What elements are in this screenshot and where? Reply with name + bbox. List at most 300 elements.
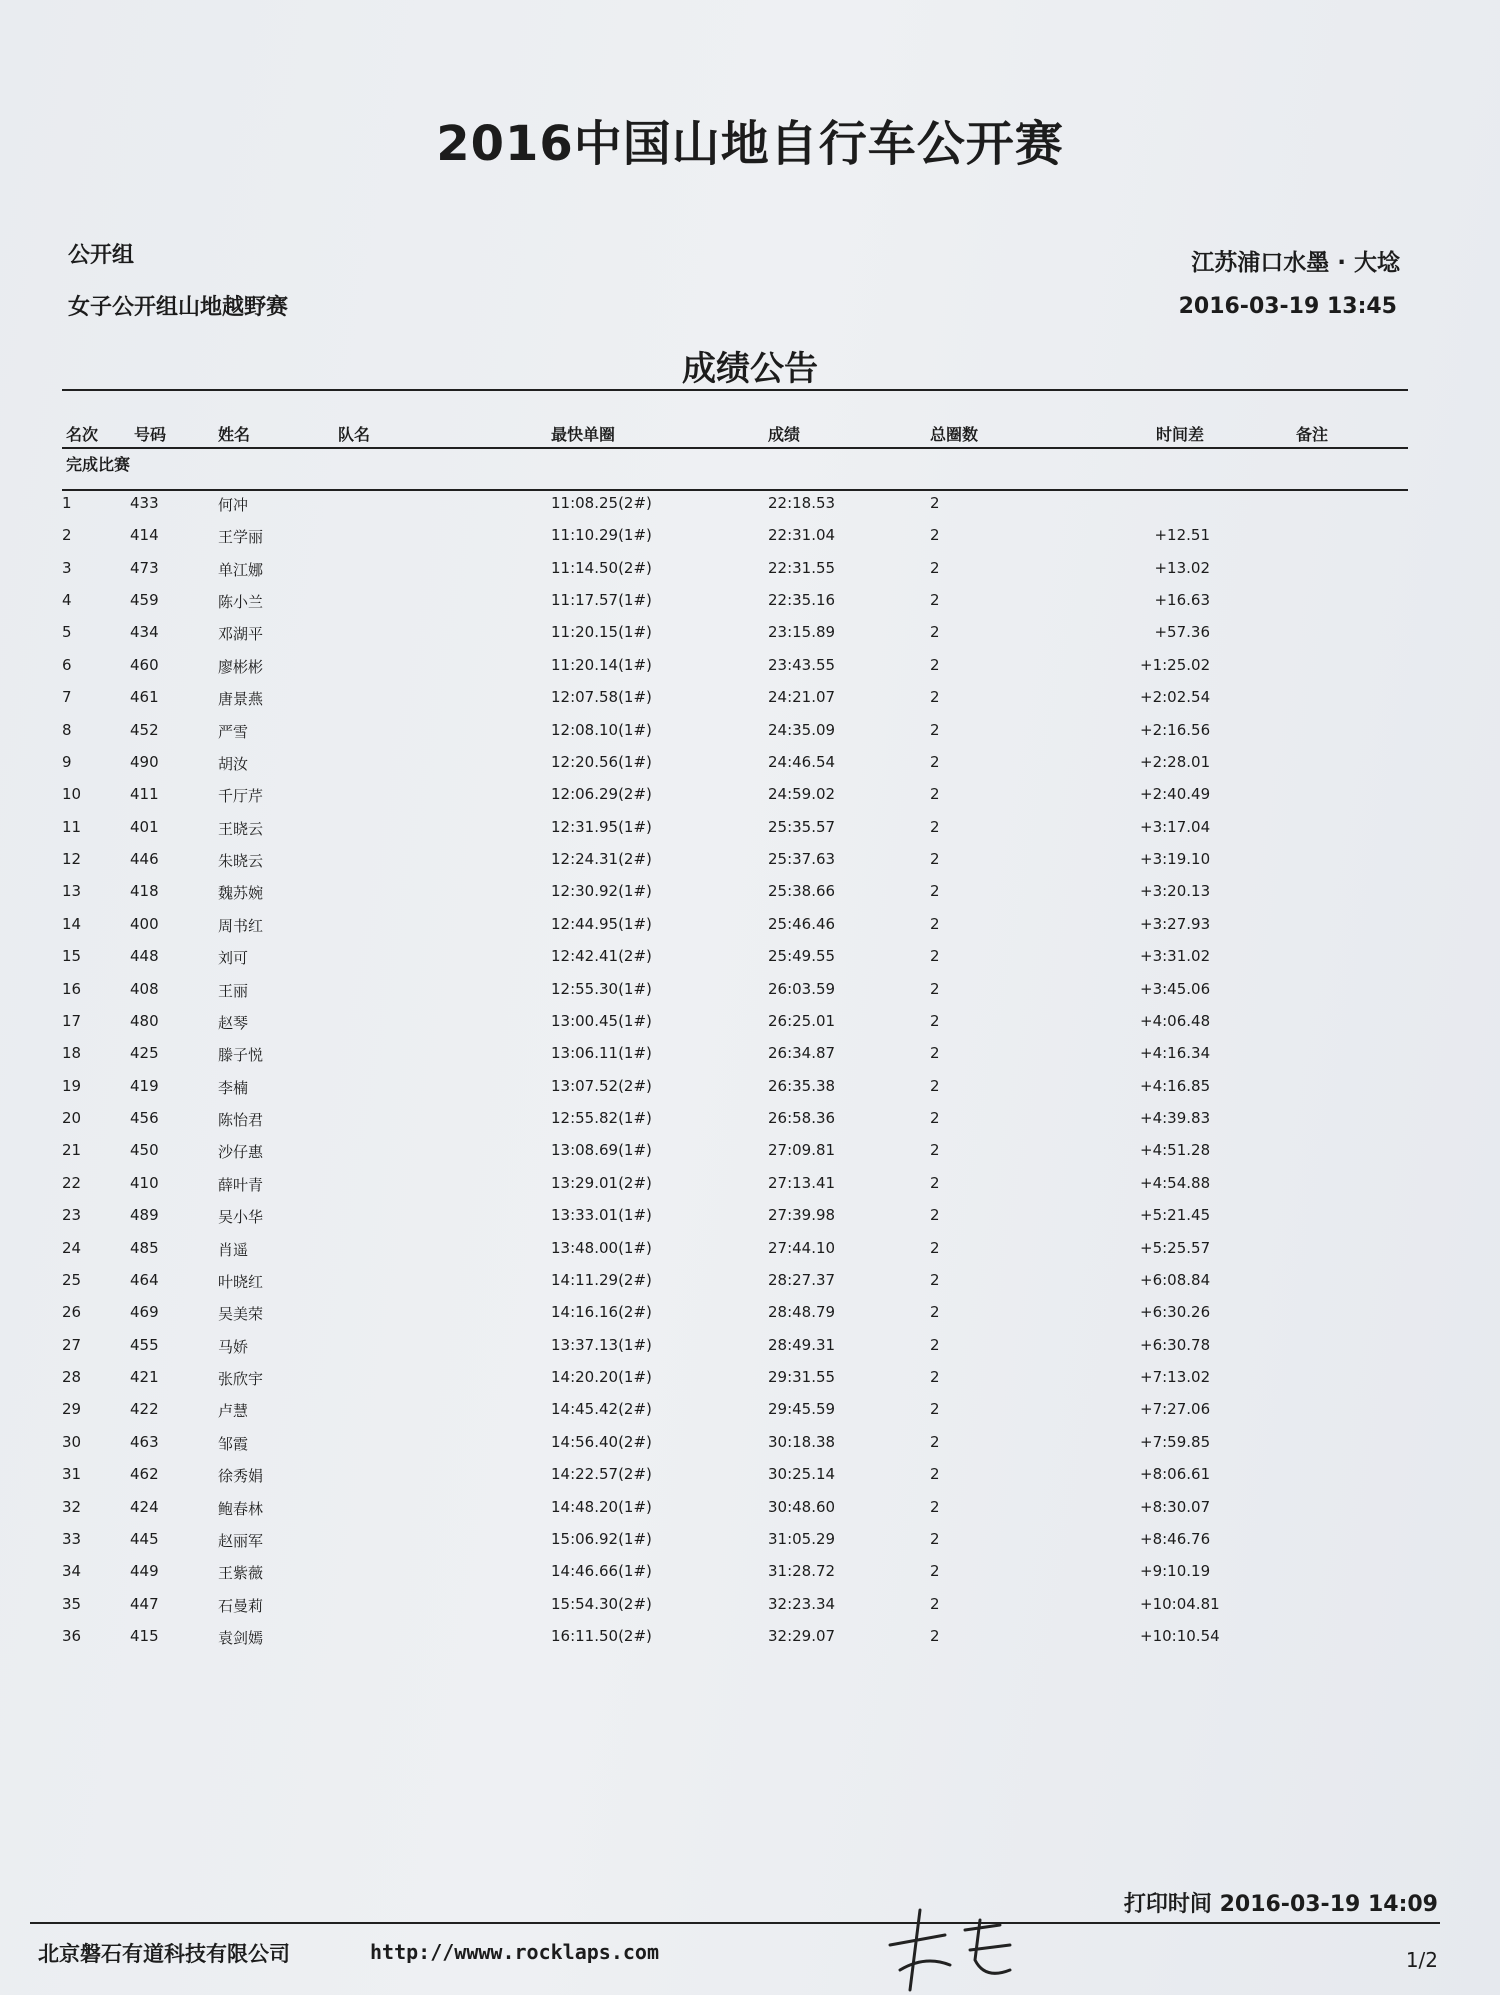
table-row bbox=[0, 1433, 1500, 1457]
header-divider bbox=[62, 447, 1408, 449]
result-cell: 24:46.54 bbox=[768, 753, 836, 771]
gap-cell: +8:06.61 bbox=[1140, 1465, 1211, 1483]
section-divider bbox=[62, 489, 1408, 491]
result-cell: 31:05.29 bbox=[768, 1530, 836, 1548]
total-laps-cell: 2 bbox=[930, 753, 940, 771]
rank-cell: 9 bbox=[62, 753, 72, 771]
gap-cell: +3:20.13 bbox=[1140, 882, 1211, 900]
total-laps-cell: 2 bbox=[930, 1562, 940, 1580]
bib-cell: 445 bbox=[130, 1530, 159, 1548]
table-row bbox=[0, 1562, 1500, 1586]
total-laps-cell: 2 bbox=[930, 850, 940, 868]
total-laps-cell: 2 bbox=[930, 559, 940, 577]
fastest-lap-cell: 12:06.29(2#) bbox=[551, 785, 652, 803]
table-row bbox=[0, 850, 1500, 874]
fastest-lap-cell: 13:33.01(1#) bbox=[551, 1206, 652, 1224]
table-row bbox=[0, 1530, 1500, 1554]
fastest-lap-cell: 13:06.11(1#) bbox=[551, 1044, 652, 1062]
gap-cell: +4:16.85 bbox=[1140, 1077, 1211, 1095]
rank-cell: 3 bbox=[62, 559, 72, 577]
total-laps-cell: 2 bbox=[930, 1368, 940, 1386]
gap-cell: +1:25.02 bbox=[1140, 656, 1211, 674]
result-cell: 27:39.98 bbox=[768, 1206, 836, 1224]
col-header-bib: 号码 bbox=[134, 425, 167, 444]
rank-cell: 34 bbox=[62, 1562, 82, 1580]
fastest-lap-cell: 12:55.82(1#) bbox=[551, 1109, 652, 1127]
col-header-result: 成绩 bbox=[768, 425, 801, 444]
bib-cell: 459 bbox=[130, 591, 159, 609]
table-row bbox=[0, 1141, 1500, 1165]
gap-cell: +10:10.54 bbox=[1140, 1627, 1220, 1645]
total-laps-cell: 2 bbox=[930, 1595, 940, 1613]
table-row bbox=[0, 1336, 1500, 1360]
table-row bbox=[0, 818, 1500, 842]
name-cell: 袁剑嫣 bbox=[218, 1629, 264, 1647]
fastest-lap-cell: 12:08.10(1#) bbox=[551, 721, 652, 739]
gap-cell: +3:31.02 bbox=[1140, 947, 1211, 965]
table-row bbox=[0, 1077, 1500, 1101]
total-laps-cell: 2 bbox=[930, 1303, 940, 1321]
name-cell: 鲍春林 bbox=[218, 1500, 264, 1518]
bib-cell: 462 bbox=[130, 1465, 159, 1483]
table-row bbox=[0, 1109, 1500, 1133]
gap-cell: +6:30.78 bbox=[1140, 1336, 1211, 1354]
rank-cell: 18 bbox=[62, 1044, 82, 1062]
result-cell: 32:29.07 bbox=[768, 1627, 836, 1645]
fastest-lap-cell: 12:24.31(2#) bbox=[551, 850, 652, 868]
rank-cell: 36 bbox=[62, 1627, 82, 1645]
total-laps-cell: 2 bbox=[930, 1239, 940, 1257]
total-laps-cell: 2 bbox=[930, 915, 940, 933]
gap-cell: +12.51 bbox=[1154, 526, 1210, 544]
fastest-lap-cell: 15:54.30(2#) bbox=[551, 1595, 652, 1613]
bib-cell: 452 bbox=[130, 721, 159, 739]
result-cell: 27:13.41 bbox=[768, 1174, 836, 1192]
total-laps-cell: 2 bbox=[930, 1141, 940, 1159]
bib-cell: 415 bbox=[130, 1627, 159, 1645]
name-cell: 王晓云 bbox=[218, 820, 264, 838]
company-url: http://wwww.rocklaps.com bbox=[370, 1940, 659, 1964]
bib-cell: 485 bbox=[130, 1239, 159, 1257]
fastest-lap-cell: 11:17.57(1#) bbox=[551, 591, 652, 609]
result-cell: 27:44.10 bbox=[768, 1239, 836, 1257]
rank-cell: 19 bbox=[62, 1077, 82, 1095]
gap-cell: +13.02 bbox=[1154, 559, 1210, 577]
bib-cell: 473 bbox=[130, 559, 159, 577]
bib-cell: 408 bbox=[130, 980, 159, 998]
bib-cell: 419 bbox=[130, 1077, 159, 1095]
rank-cell: 2 bbox=[62, 526, 72, 544]
bib-cell: 414 bbox=[130, 526, 159, 544]
gap-cell: +7:59.85 bbox=[1140, 1433, 1211, 1451]
result-cell: 22:31.55 bbox=[768, 559, 836, 577]
table-row bbox=[0, 494, 1500, 518]
fastest-lap-cell: 12:42.41(2#) bbox=[551, 947, 652, 965]
rank-cell: 21 bbox=[62, 1141, 82, 1159]
bib-cell: 447 bbox=[130, 1595, 159, 1613]
result-cell: 26:35.38 bbox=[768, 1077, 836, 1095]
rank-cell: 20 bbox=[62, 1109, 82, 1127]
gap-cell: +2:16.56 bbox=[1140, 721, 1211, 739]
col-header-rank: 名次 bbox=[66, 425, 99, 444]
fastest-lap-cell: 11:08.25(2#) bbox=[551, 494, 652, 512]
footer-divider bbox=[30, 1922, 1440, 1924]
result-cell: 25:35.57 bbox=[768, 818, 836, 836]
total-laps-cell: 2 bbox=[930, 980, 940, 998]
results-subtitle: 成绩公告 bbox=[682, 349, 818, 389]
table-row bbox=[0, 915, 1500, 939]
page-title: 2016中国山地自行车公开赛 bbox=[436, 116, 1064, 172]
total-laps-cell: 2 bbox=[930, 1044, 940, 1062]
rank-cell: 7 bbox=[62, 688, 72, 706]
fastest-lap-cell: 14:45.42(2#) bbox=[551, 1400, 652, 1418]
bib-cell: 450 bbox=[130, 1141, 159, 1159]
result-cell: 22:31.04 bbox=[768, 526, 836, 544]
result-cell: 30:48.60 bbox=[768, 1498, 836, 1516]
venue-label: 江苏浦口水墨 · 大埝 bbox=[1191, 250, 1400, 276]
table-row bbox=[0, 882, 1500, 906]
event-datetime: 2016-03-19 13:45 bbox=[1178, 294, 1397, 319]
name-cell: 吴小华 bbox=[218, 1208, 264, 1226]
name-cell: 邹霞 bbox=[218, 1435, 249, 1453]
name-cell: 陈怡君 bbox=[218, 1111, 264, 1129]
rank-cell: 5 bbox=[62, 623, 72, 641]
gap-cell: +2:02.54 bbox=[1140, 688, 1211, 706]
name-cell: 严雪 bbox=[218, 723, 249, 741]
fastest-lap-cell: 16:11.50(2#) bbox=[551, 1627, 652, 1645]
fastest-lap-cell: 14:20.20(1#) bbox=[551, 1368, 652, 1386]
rank-cell: 6 bbox=[62, 656, 72, 674]
bib-cell: 464 bbox=[130, 1271, 159, 1289]
total-laps-cell: 2 bbox=[930, 1465, 940, 1483]
rank-cell: 26 bbox=[62, 1303, 82, 1321]
total-laps-cell: 2 bbox=[930, 882, 940, 900]
col-header-gap: 时间差 bbox=[1156, 425, 1205, 444]
rank-cell: 8 bbox=[62, 721, 72, 739]
total-laps-cell: 2 bbox=[930, 1271, 940, 1289]
name-cell: 邓湖平 bbox=[218, 625, 264, 643]
gap-cell: +7:27.06 bbox=[1140, 1400, 1211, 1418]
gap-cell: +3:17.04 bbox=[1140, 818, 1211, 836]
result-cell: 25:49.55 bbox=[768, 947, 836, 965]
rank-cell: 12 bbox=[62, 850, 82, 868]
rank-cell: 24 bbox=[62, 1239, 82, 1257]
name-cell: 张欣宇 bbox=[218, 1370, 264, 1388]
total-laps-cell: 2 bbox=[930, 656, 940, 674]
result-cell: 22:35.16 bbox=[768, 591, 836, 609]
fastest-lap-cell: 13:37.13(1#) bbox=[551, 1336, 652, 1354]
name-cell: 王丽 bbox=[218, 982, 249, 1000]
total-laps-cell: 2 bbox=[930, 1077, 940, 1095]
fastest-lap-cell: 13:07.52(2#) bbox=[551, 1077, 652, 1095]
table-row bbox=[0, 559, 1500, 583]
fastest-lap-cell: 12:31.95(1#) bbox=[551, 818, 652, 836]
col-header-name: 姓名 bbox=[218, 425, 251, 444]
result-cell: 29:45.59 bbox=[768, 1400, 836, 1418]
name-cell: 单江娜 bbox=[218, 561, 264, 579]
bib-cell: 400 bbox=[130, 915, 159, 933]
fastest-lap-cell: 13:29.01(2#) bbox=[551, 1174, 652, 1192]
gap-cell: +4:06.48 bbox=[1140, 1012, 1211, 1030]
result-cell: 24:59.02 bbox=[768, 785, 836, 803]
name-cell: 魏苏婉 bbox=[218, 884, 264, 902]
table-row bbox=[0, 721, 1500, 745]
total-laps-cell: 2 bbox=[930, 947, 940, 965]
result-cell: 32:23.34 bbox=[768, 1595, 836, 1613]
result-cell: 25:37.63 bbox=[768, 850, 836, 868]
rank-cell: 32 bbox=[62, 1498, 82, 1516]
name-cell: 李楠 bbox=[218, 1079, 249, 1097]
fastest-lap-cell: 13:48.00(1#) bbox=[551, 1239, 652, 1257]
bib-cell: 469 bbox=[130, 1303, 159, 1321]
fastest-lap-cell: 14:11.29(2#) bbox=[551, 1271, 652, 1289]
fastest-lap-cell: 14:48.20(1#) bbox=[551, 1498, 652, 1516]
total-laps-cell: 2 bbox=[930, 623, 940, 641]
rank-cell: 25 bbox=[62, 1271, 82, 1289]
total-laps-cell: 2 bbox=[930, 688, 940, 706]
fastest-lap-cell: 12:44.95(1#) bbox=[551, 915, 652, 933]
total-laps-cell: 2 bbox=[930, 1336, 940, 1354]
col-header-team: 队名 bbox=[338, 425, 371, 444]
table-row bbox=[0, 526, 1500, 550]
total-laps-cell: 2 bbox=[930, 1206, 940, 1224]
bib-cell: 401 bbox=[130, 818, 159, 836]
col-header-total-laps: 总圈数 bbox=[930, 425, 979, 444]
rank-cell: 4 bbox=[62, 591, 72, 609]
bib-cell: 490 bbox=[130, 753, 159, 771]
result-cell: 26:03.59 bbox=[768, 980, 836, 998]
total-laps-cell: 2 bbox=[930, 1174, 940, 1192]
section-label: 完成比赛 bbox=[66, 455, 131, 474]
name-cell: 唐景燕 bbox=[218, 690, 264, 708]
name-cell: 王学丽 bbox=[218, 528, 264, 546]
bib-cell: 418 bbox=[130, 882, 159, 900]
bib-cell: 449 bbox=[130, 1562, 159, 1580]
result-cell: 24:35.09 bbox=[768, 721, 836, 739]
total-laps-cell: 2 bbox=[930, 818, 940, 836]
top-divider bbox=[62, 389, 1408, 391]
total-laps-cell: 2 bbox=[930, 1433, 940, 1451]
total-laps-cell: 2 bbox=[930, 494, 940, 512]
col-header-remark: 备注 bbox=[1296, 425, 1329, 444]
bib-cell: 489 bbox=[130, 1206, 159, 1224]
fastest-lap-cell: 14:46.66(1#) bbox=[551, 1562, 652, 1580]
fastest-lap-cell: 13:08.69(1#) bbox=[551, 1141, 652, 1159]
bib-cell: 424 bbox=[130, 1498, 159, 1516]
gap-cell: +4:39.83 bbox=[1140, 1109, 1211, 1127]
name-cell: 朱晓云 bbox=[218, 852, 264, 870]
table-row bbox=[0, 1044, 1500, 1068]
signature-icon bbox=[870, 1900, 1030, 1995]
bib-cell: 455 bbox=[130, 1336, 159, 1354]
name-cell: 陈小兰 bbox=[218, 593, 264, 611]
company-name: 北京磐石有道科技有限公司 bbox=[38, 1942, 290, 1966]
bib-cell: 448 bbox=[130, 947, 159, 965]
result-cell: 31:28.72 bbox=[768, 1562, 836, 1580]
bib-cell: 433 bbox=[130, 494, 159, 512]
fastest-lap-cell: 14:22.57(2#) bbox=[551, 1465, 652, 1483]
total-laps-cell: 2 bbox=[930, 1012, 940, 1030]
rank-cell: 10 bbox=[62, 785, 82, 803]
gap-cell: +57.36 bbox=[1154, 623, 1210, 641]
gap-cell: +3:45.06 bbox=[1140, 980, 1211, 998]
result-cell: 23:15.89 bbox=[768, 623, 836, 641]
gap-cell: +7:13.02 bbox=[1140, 1368, 1211, 1386]
gap-cell: +3:27.93 bbox=[1140, 915, 1211, 933]
rank-cell: 14 bbox=[62, 915, 82, 933]
fastest-lap-cell: 13:00.45(1#) bbox=[551, 1012, 652, 1030]
table-row bbox=[0, 623, 1500, 647]
table-row bbox=[0, 1627, 1500, 1651]
table-row bbox=[0, 1465, 1500, 1489]
table-row bbox=[0, 1174, 1500, 1198]
name-cell: 千厅芹 bbox=[218, 787, 264, 805]
total-laps-cell: 2 bbox=[930, 1627, 940, 1645]
result-cell: 25:38.66 bbox=[768, 882, 836, 900]
fastest-lap-cell: 15:06.92(1#) bbox=[551, 1530, 652, 1548]
name-cell: 卢慧 bbox=[218, 1402, 249, 1420]
total-laps-cell: 2 bbox=[930, 1109, 940, 1127]
result-cell: 24:21.07 bbox=[768, 688, 836, 706]
result-cell: 26:25.01 bbox=[768, 1012, 836, 1030]
name-cell: 马娇 bbox=[218, 1338, 249, 1356]
name-cell: 王紫薇 bbox=[218, 1564, 264, 1582]
table-row bbox=[0, 947, 1500, 971]
result-cell: 26:58.36 bbox=[768, 1109, 836, 1127]
table-row bbox=[0, 1498, 1500, 1522]
gap-cell: +3:19.10 bbox=[1140, 850, 1211, 868]
bib-cell: 480 bbox=[130, 1012, 159, 1030]
fastest-lap-cell: 11:20.15(1#) bbox=[551, 623, 652, 641]
result-cell: 27:09.81 bbox=[768, 1141, 836, 1159]
name-cell: 赵琴 bbox=[218, 1014, 249, 1032]
rank-cell: 1 bbox=[62, 494, 72, 512]
name-cell: 廖彬彬 bbox=[218, 658, 264, 676]
total-laps-cell: 2 bbox=[930, 785, 940, 803]
col-header-fastest-lap: 最快单圈 bbox=[551, 425, 616, 444]
result-cell: 30:25.14 bbox=[768, 1465, 836, 1483]
bib-cell: 461 bbox=[130, 688, 159, 706]
result-cell: 22:18.53 bbox=[768, 494, 836, 512]
table-row bbox=[0, 753, 1500, 777]
bib-cell: 460 bbox=[130, 656, 159, 674]
name-cell: 沙仔惠 bbox=[218, 1143, 264, 1161]
group-label: 公开组 bbox=[68, 243, 135, 268]
gap-cell: +8:46.76 bbox=[1140, 1530, 1211, 1548]
fastest-lap-cell: 12:07.58(1#) bbox=[551, 688, 652, 706]
bib-cell: 463 bbox=[130, 1433, 159, 1451]
table-row bbox=[0, 1012, 1500, 1036]
gap-cell: +4:54.88 bbox=[1140, 1174, 1211, 1192]
table-row bbox=[0, 1271, 1500, 1295]
rank-cell: 35 bbox=[62, 1595, 82, 1613]
gap-cell: +5:25.57 bbox=[1140, 1239, 1211, 1257]
name-cell: 何冲 bbox=[218, 496, 249, 514]
table-row bbox=[0, 1368, 1500, 1392]
gap-cell: +2:40.49 bbox=[1140, 785, 1211, 803]
rank-cell: 23 bbox=[62, 1206, 82, 1224]
bib-cell: 421 bbox=[130, 1368, 159, 1386]
rank-cell: 30 bbox=[62, 1433, 82, 1451]
name-cell: 胡汝 bbox=[218, 755, 249, 773]
total-laps-cell: 2 bbox=[930, 1400, 940, 1418]
bib-cell: 410 bbox=[130, 1174, 159, 1192]
result-cell: 30:18.38 bbox=[768, 1433, 836, 1451]
name-cell: 石曼莉 bbox=[218, 1597, 264, 1615]
bib-cell: 434 bbox=[130, 623, 159, 641]
gap-cell: +4:16.34 bbox=[1140, 1044, 1211, 1062]
name-cell: 周书红 bbox=[218, 917, 264, 935]
fastest-lap-cell: 14:16.16(2#) bbox=[551, 1303, 652, 1321]
rank-cell: 13 bbox=[62, 882, 82, 900]
name-cell: 肖遥 bbox=[218, 1241, 249, 1259]
rank-cell: 11 bbox=[62, 818, 82, 836]
total-laps-cell: 2 bbox=[930, 526, 940, 544]
rank-cell: 31 bbox=[62, 1465, 82, 1483]
fastest-lap-cell: 12:30.92(1#) bbox=[551, 882, 652, 900]
fastest-lap-cell: 14:56.40(2#) bbox=[551, 1433, 652, 1451]
table-row bbox=[0, 1303, 1500, 1327]
total-laps-cell: 2 bbox=[930, 1530, 940, 1548]
rank-cell: 22 bbox=[62, 1174, 82, 1192]
fastest-lap-cell: 12:55.30(1#) bbox=[551, 980, 652, 998]
rank-cell: 27 bbox=[62, 1336, 82, 1354]
gap-cell: +8:30.07 bbox=[1140, 1498, 1211, 1516]
result-cell: 23:43.55 bbox=[768, 656, 836, 674]
name-cell: 叶晓红 bbox=[218, 1273, 264, 1291]
table-row bbox=[0, 1206, 1500, 1230]
table-row bbox=[0, 980, 1500, 1004]
gap-cell: +16.63 bbox=[1154, 591, 1210, 609]
total-laps-cell: 2 bbox=[930, 1498, 940, 1516]
bib-cell: 411 bbox=[130, 785, 159, 803]
table-row bbox=[0, 1400, 1500, 1424]
result-cell: 25:46.46 bbox=[768, 915, 836, 933]
bib-cell: 422 bbox=[130, 1400, 159, 1418]
name-cell: 徐秀娟 bbox=[218, 1467, 264, 1485]
result-cell: 26:34.87 bbox=[768, 1044, 836, 1062]
fastest-lap-cell: 12:20.56(1#) bbox=[551, 753, 652, 771]
fastest-lap-cell: 11:20.14(1#) bbox=[551, 656, 652, 674]
rank-cell: 15 bbox=[62, 947, 82, 965]
name-cell: 滕子悦 bbox=[218, 1046, 264, 1064]
gap-cell: +4:51.28 bbox=[1140, 1141, 1211, 1159]
rank-cell: 17 bbox=[62, 1012, 82, 1030]
rank-cell: 33 bbox=[62, 1530, 82, 1548]
total-laps-cell: 2 bbox=[930, 591, 940, 609]
fastest-lap-cell: 11:10.29(1#) bbox=[551, 526, 652, 544]
result-cell: 28:27.37 bbox=[768, 1271, 836, 1289]
gap-cell: +6:08.84 bbox=[1140, 1271, 1211, 1289]
result-cell: 29:31.55 bbox=[768, 1368, 836, 1386]
page-number: 1/2 bbox=[1405, 1948, 1438, 1972]
result-cell: 28:49.31 bbox=[768, 1336, 836, 1354]
gap-cell: +2:28.01 bbox=[1140, 753, 1211, 771]
bib-cell: 446 bbox=[130, 850, 159, 868]
gap-cell: +9:10.19 bbox=[1140, 1562, 1211, 1580]
table-row bbox=[0, 1595, 1500, 1619]
rank-cell: 28 bbox=[62, 1368, 82, 1386]
rank-cell: 16 bbox=[62, 980, 82, 998]
bib-cell: 456 bbox=[130, 1109, 159, 1127]
bib-cell: 425 bbox=[130, 1044, 159, 1062]
table-row bbox=[0, 656, 1500, 680]
table-row bbox=[0, 688, 1500, 712]
event-label: 女子公开组山地越野赛 bbox=[68, 295, 289, 320]
result-cell: 28:48.79 bbox=[768, 1303, 836, 1321]
rank-cell: 29 bbox=[62, 1400, 82, 1418]
table-row bbox=[0, 591, 1500, 615]
